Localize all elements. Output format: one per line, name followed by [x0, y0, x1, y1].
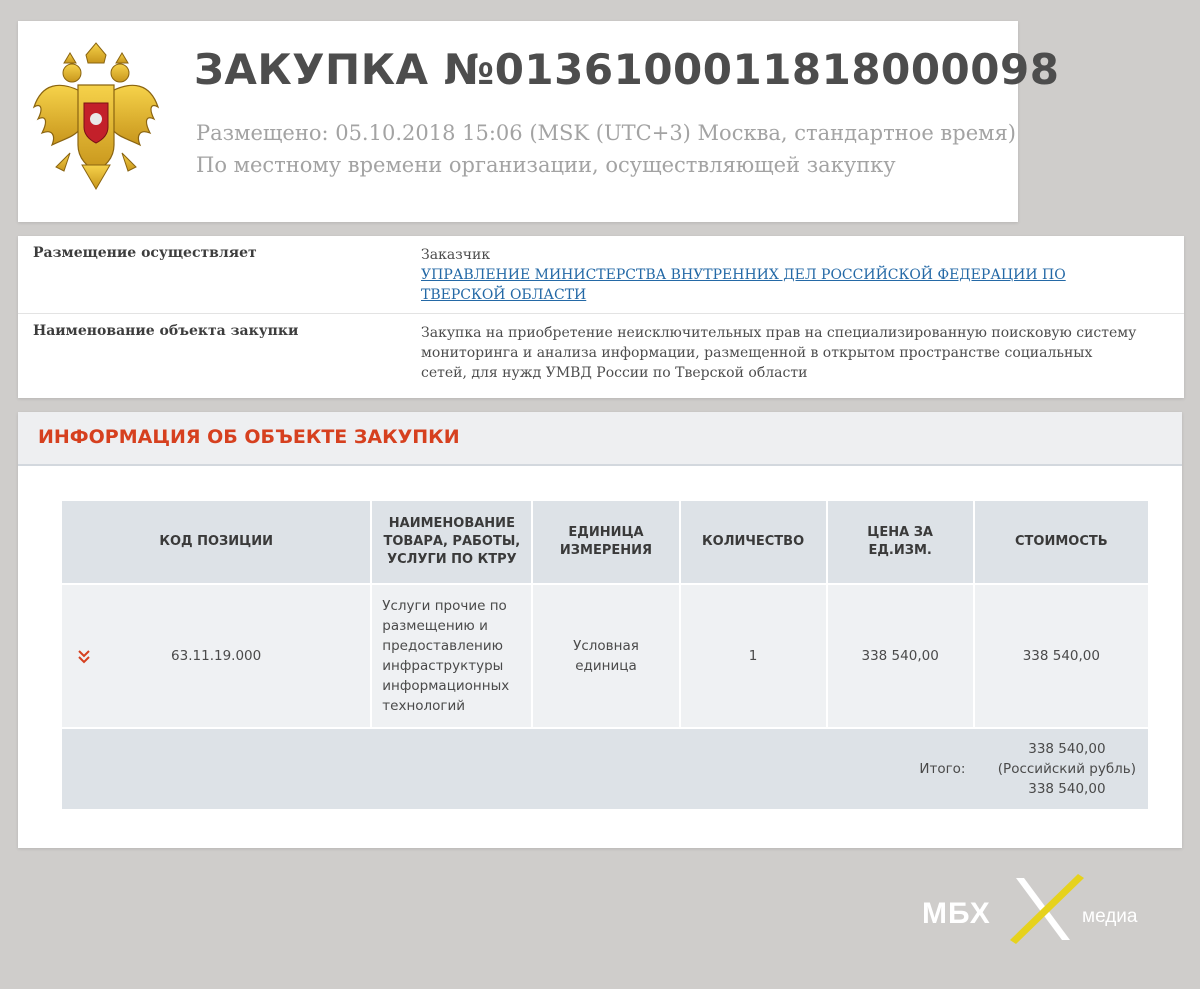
brand-suffix: медиа [1082, 906, 1138, 927]
info-row-placement [18, 236, 1184, 314]
placement-label: Размещение осуществляет [33, 245, 257, 261]
posted-datetime: Размещено: 05.10.2018 15:06 (MSK (UTC+3) Москва, стандартное время) [196, 121, 1016, 145]
info-row-object [18, 314, 1184, 398]
position-code: 63.11.19.000 [171, 648, 262, 664]
object-info-header [18, 412, 1182, 466]
total-amount: 338 540,00 [1028, 741, 1106, 757]
total-currency: (Российский рубль) [997, 761, 1136, 777]
placement-value [421, 245, 1141, 305]
placement-role: Заказчик [421, 247, 491, 263]
customer-link[interactable]: УПРАВЛЕНИЕ МИНИСТЕРСТВА ВНУТРЕННИХ ДЕЛ РОССИЙСКОЙ ФЕДЕРАЦИИ ПО ТВЕРСКОЙ ОБЛАСТИ [421, 267, 1066, 303]
col-header-quantity: КОЛИЧЕСТВО [681, 501, 826, 583]
col-header-price: ЦЕНА ЗА ЕД.ИЗМ. [828, 501, 973, 583]
brand-name: МБХ [922, 897, 991, 930]
chevron-double-down-icon[interactable] [76, 647, 92, 665]
mbx-media-logo [920, 870, 1150, 950]
cell-price: 338 540,00 [828, 585, 973, 727]
object-name-label: Наименование объекта закупки [33, 323, 299, 339]
table-row [62, 585, 1148, 727]
total-row [62, 729, 1148, 809]
col-header-cost: СТОИМОСТЬ [975, 501, 1148, 583]
purchase-title: ЗАКУПКА №0136100011818000098 [194, 45, 1060, 94]
purchase-info-panel [18, 236, 1184, 398]
cell-quantity: 1 [681, 585, 826, 727]
object-name-value: Закупка на приобретение неисключительных прав на специализированную поисковую систему мониторинга и анализа информации, размещенной в открытом пространстве социальных сетей, для нужд УМВД России по Тверской области [421, 325, 1137, 381]
total-values [998, 739, 1136, 799]
cell-code [62, 585, 370, 727]
total-cell [62, 729, 1148, 809]
coat-of-arms-icon [30, 41, 162, 197]
cell-unit: Условная единица [533, 585, 678, 727]
code-wrap [70, 646, 362, 666]
col-header-unit: ЕДИНИЦА ИЗМЕРЕНИЯ [533, 501, 678, 583]
brand-x-mark-icon [1010, 874, 1084, 944]
total-amount-repeat: 338 540,00 [1028, 781, 1106, 797]
total-label: Итого: [919, 761, 966, 777]
object-info-title: ИНФОРМАЦИЯ ОБ ОБЪЕКТЕ ЗАКУПКИ [38, 426, 460, 448]
cell-cost: 338 540,00 [975, 585, 1148, 727]
purchase-header [18, 21, 1060, 222]
local-time-note: По местному времени организации, осуществляющей закупку [196, 153, 896, 177]
items-table [60, 499, 1150, 811]
table-header-row [62, 501, 1148, 583]
object-info-panel [18, 412, 1182, 848]
col-header-name: НАИМЕНОВАНИЕ ТОВАРА, РАБОТЫ, УСЛУГИ ПО КТРУ [372, 501, 531, 583]
cell-item-name: Услуги прочие по размещению и предоставлению инфраструктуры информационных технологий [372, 585, 531, 727]
col-header-code: КОД ПОЗИЦИИ [62, 501, 370, 583]
